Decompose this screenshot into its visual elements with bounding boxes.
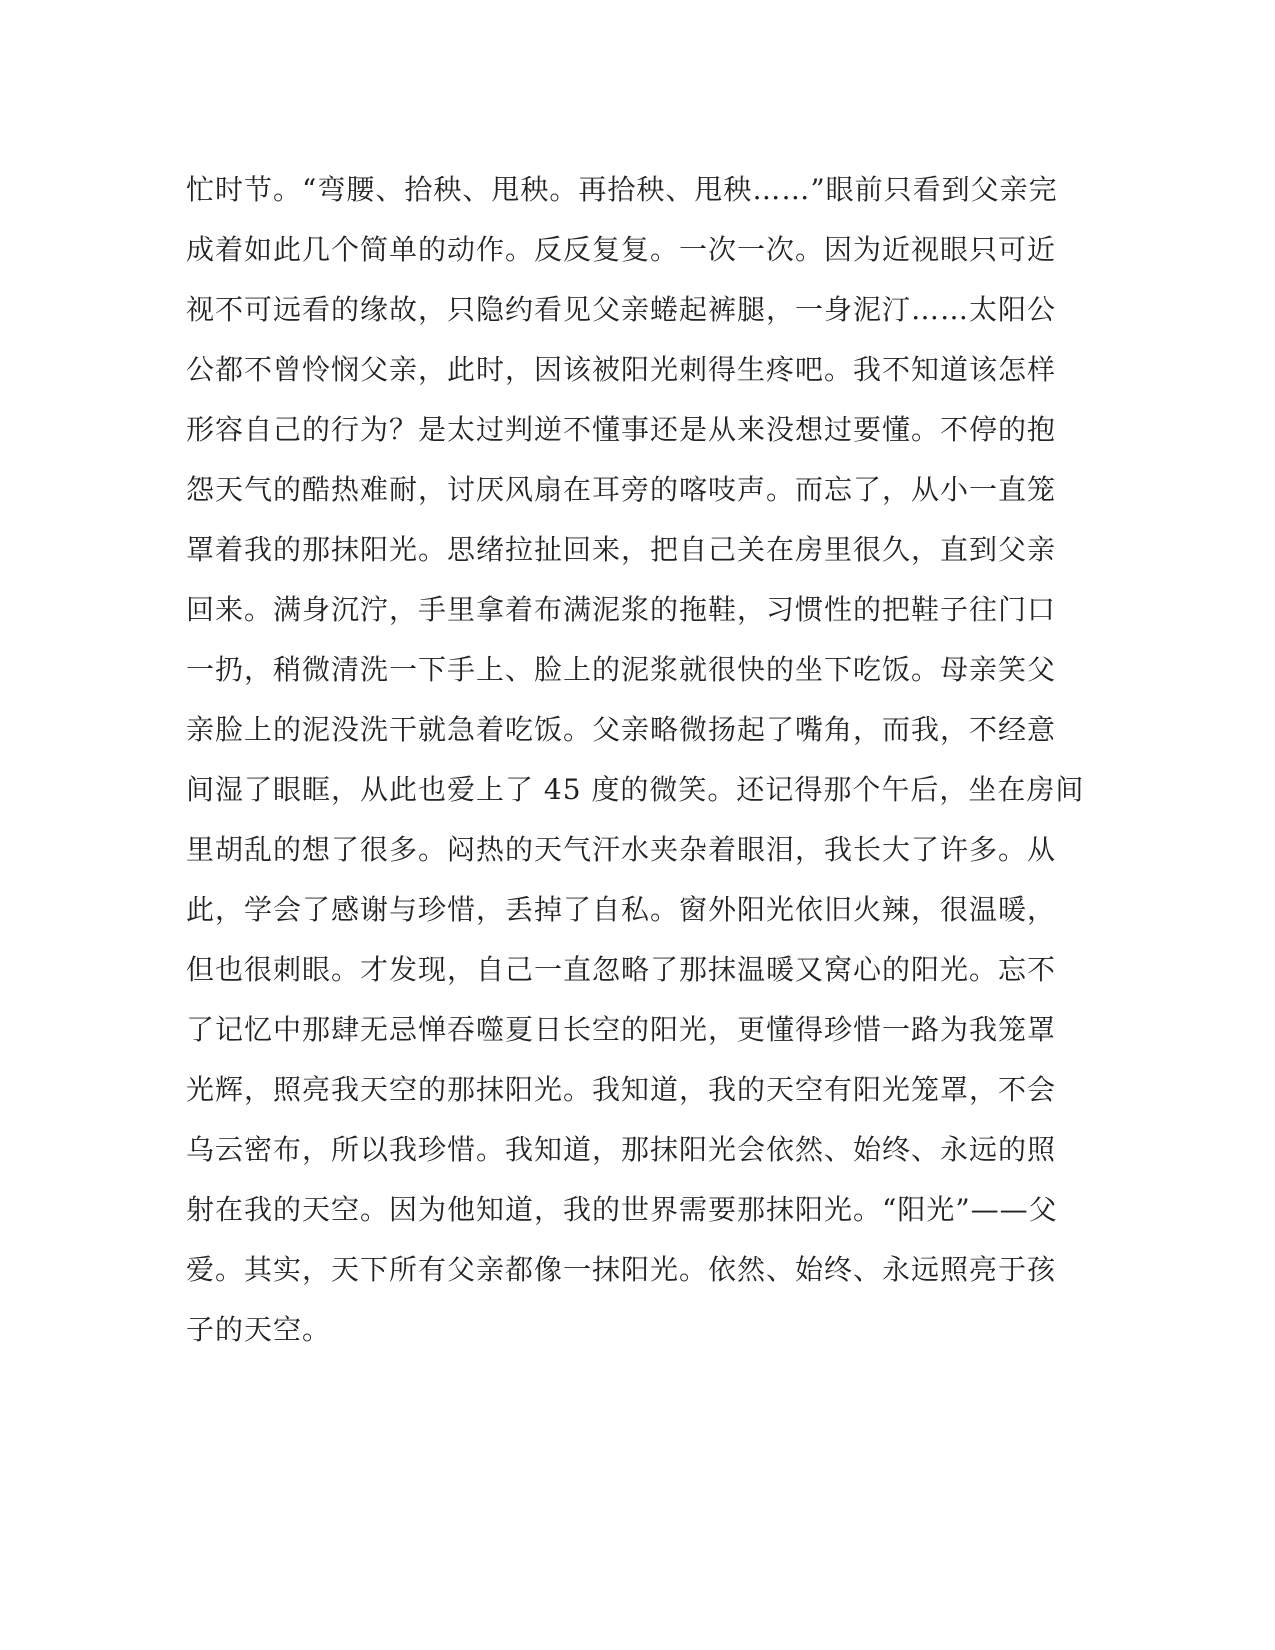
text-line: 怨天气的酷热难耐，讨厌风扇在耳旁的喀吱声。而忘了，从小一直笼 <box>186 473 1057 506</box>
text-line: 射在我的天空。因为他知道，我的世界需要那抹阳光。“阳光”——父 <box>186 1193 1058 1226</box>
text-line: 回来。满身沉泞，手里拿着布满泥浆的拖鞋，习惯性的把鞋子往门口 <box>186 593 1057 626</box>
text-line: 但也很刺眼。才发现，自己一直忽略了那抹温暖又窝心的阳光。忘不 <box>186 953 1057 986</box>
text-line: 里胡乱的想了很多。闷热的天气汗水夹杂着眼泪，我长大了许多。从 <box>186 833 1057 866</box>
text-line: 成着如此几个简单的动作。反反复复。一次一次。因为近视眼只可近 <box>186 233 1057 266</box>
text-line: 形容自己的行为？是太过判逆不懂事还是从来没想过要懂。不停的抱 <box>186 413 1057 446</box>
text-line: 光辉，照亮我天空的那抹阳光。我知道，我的天空有阳光笼罩，不会 <box>186 1073 1057 1106</box>
text-line: 间湿了眼眶，从此也爱上了 45 度的微笑。还记得那个午后，坐在房间 <box>186 773 1085 806</box>
text-line: 公都不曾怜悯父亲，此时，因该被阳光刺得生疼吧。我不知道该怎样 <box>186 353 1057 386</box>
text-line: 乌云密布，所以我珍惜。我知道，那抹阳光会依然、始终、永远的照 <box>186 1133 1057 1166</box>
text-line: 了记忆中那肆无忌惮吞噬夏日长空的阳光，更懂得珍惜一路为我笼罩 <box>186 1013 1057 1046</box>
text-line: 罩着我的那抹阳光。思绪拉扯回来，把自己关在房里很久，直到父亲 <box>186 533 1057 566</box>
text-line: 此，学会了感谢与珍惜，丢掉了自私。窗外阳光依旧火辣，很温暖， <box>186 893 1057 926</box>
text-line: 一扔，稍微清洗一下手上、脸上的泥浆就很快的坐下吃饭。母亲笑父 <box>186 653 1057 686</box>
text-line: 视不可远看的缘故，只隐约看见父亲蜷起裤腿，一身泥汀……太阳公 <box>186 293 1057 326</box>
text-line: 爱。其实，天下所有父亲都像一抹阳光。依然、始终、永远照亮于孩 <box>186 1253 1057 1286</box>
body-text <box>186 160 1086 1360</box>
text-line: 亲脸上的泥没洗干就急着吃饭。父亲略微扬起了嘴角，而我，不经意 <box>186 713 1057 746</box>
text-line: 子的天空。 <box>186 1313 332 1346</box>
text-line: 忙时节。“弯腰、拾秧、甩秧。再拾秧、甩秧……”眼前只看到父亲完 <box>186 173 1058 206</box>
